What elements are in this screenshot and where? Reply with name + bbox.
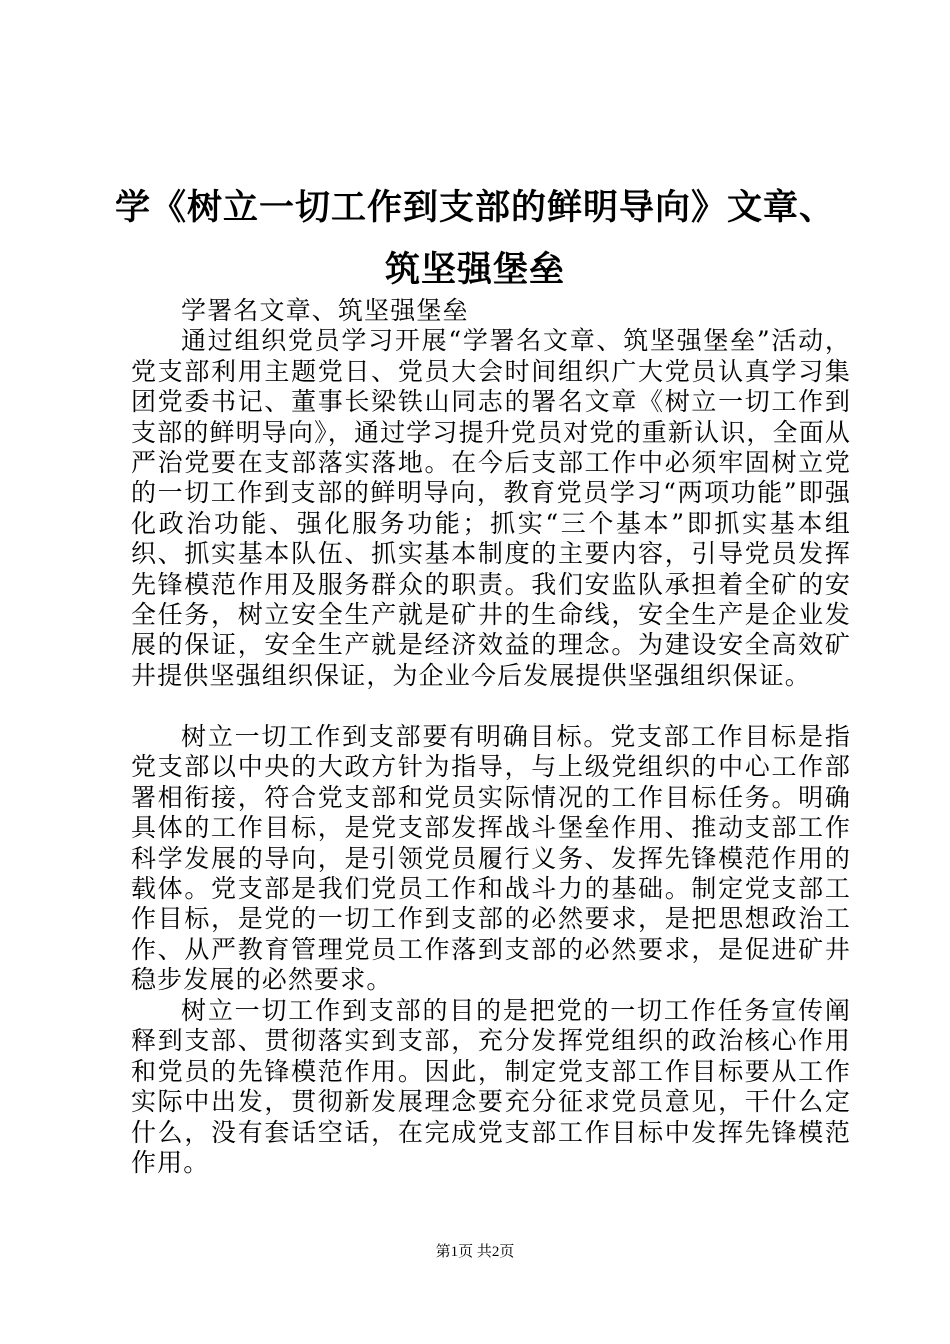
page-number-footer: 第1页 共2页 xyxy=(435,1244,515,1260)
document-title-line-2: 筑坚强堡垒 xyxy=(384,249,565,290)
body-paragraph: 树立一切工作到支部的目的是把党的一切工作任务宣传阐释到支部、贯彻落实到支部，充分发挥党组织的政治核心作用和党员的先锋模范作用。因此，制定党支部工作目标要从工作实际中出发，贯彻新发展理念要充分征求党员意见，干什么定什么，没有套话空话，在完成党支部工作目标中发挥先锋模范作用。 xyxy=(131,996,851,1178)
body-paragraph: 树立一切工作到支部要有明确目标。党支部工作目标是指党支部以中央的大政方针为指导，与上级党组织的中心工作部署相衔接，符合党支部和党员实际情况的工作目标任务。明确具体的工作目标，是党支部发挥战斗堡垒作用、推动支部工作科学发展的导向，是引领党员履行义务、发挥先锋模范作用的载体。党支部是我们党员工作和战斗力的基础。制定党支部工作目标，是党的一切工作到支部的必然要求，是把思想政治工作、从严教育管理党员工作落到支部的必然要求，是促进矿井稳步发展的必然要求。 xyxy=(131,722,851,995)
body-section-2 xyxy=(131,722,851,996)
body-paragraph: 通过组织党员学习开展“学署名文章、筑坚强堡垒”活动，党支部利用主题党日、党员大会时间组织广大党员认真学习集团党委书记、董事长梁铁山同志的署名文章《树立一切工作到支部的鲜明导向》，通过学习提升党员对党的重新认识，全面从严治党要在支部落实落地。在今后支部工作中必须牢固树立党的一切工作到支部的鲜明导向，教育党员学习“两项功能”即强化政治功能、强化服务功能；抓实“三个基本”即抓实基本组织、抓实基本队伍、抓实基本制度的主要内容，引导党员发挥先锋模范作用及服务群众的职责。我们安监队承担着全矿的安全任务，树立安全生产就是矿井的生命线，安全生产是企业发展的保证，安全生产就是经济效益的理念。为建设安全高效矿井提供坚强组织保证，为企业今后发展提供坚强组织保证。 xyxy=(131,326,851,690)
document-title-line-1: 学《树立一切工作到支部的鲜明导向》文章、 xyxy=(114,187,835,228)
body-section-3 xyxy=(131,996,851,1178)
body-section-1 xyxy=(131,296,851,691)
subtitle-paragraph: 学署名文章、筑坚强堡垒 xyxy=(181,296,469,325)
